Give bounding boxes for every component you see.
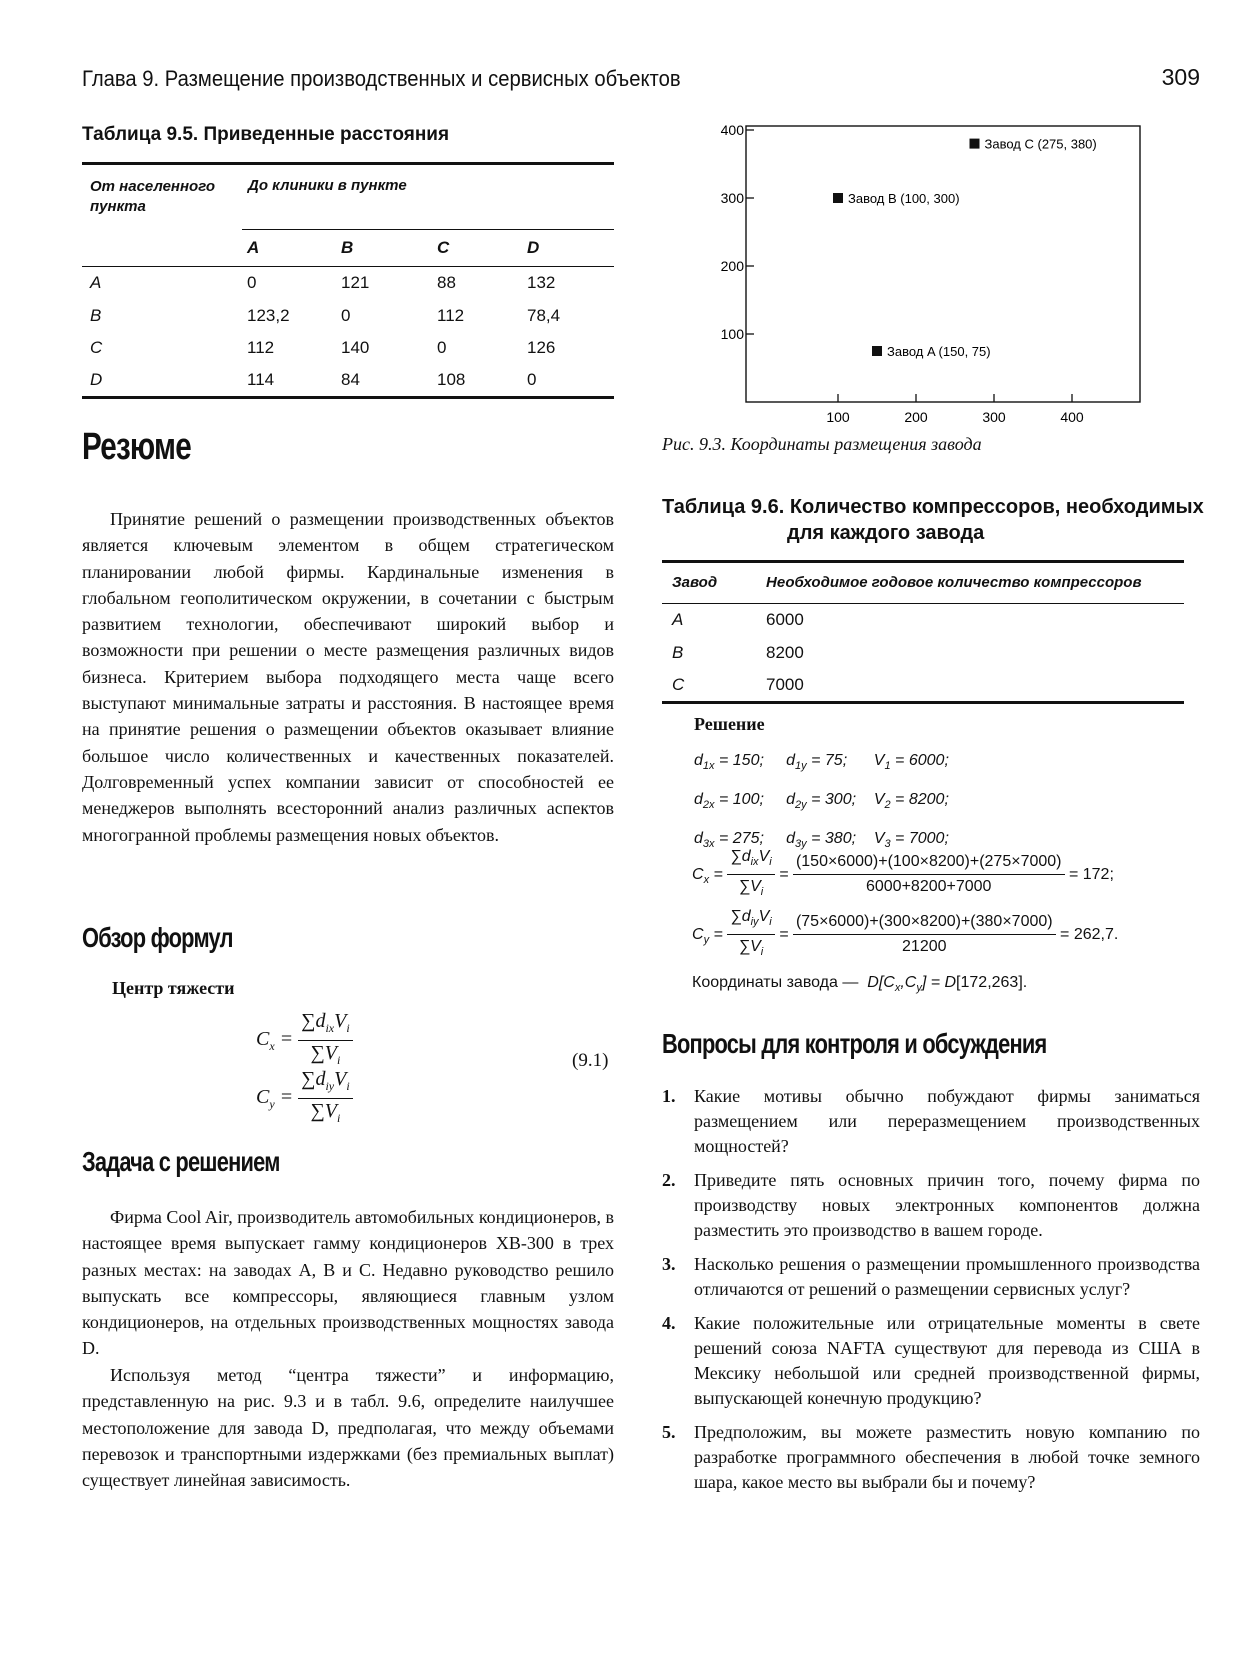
table-cell: 132 (527, 273, 556, 293)
data-point-marker (872, 346, 882, 356)
plant-cell: C (672, 675, 685, 694)
table-cell: 108 (437, 370, 466, 389)
data-point-label: Завод C (275, 380) (984, 136, 1097, 152)
questions-list (662, 1084, 1200, 1504)
qty-cell: 6000 (766, 610, 804, 630)
col-plant-header: Завод (672, 574, 718, 592)
y-tick-label: 400 (720, 122, 744, 138)
figure-caption: Рис. 9.3. Координаты размещения завода (662, 434, 982, 454)
table-9-6-caption-line2: для каждого завода (787, 522, 985, 544)
solution-variables: $d_{1x} = 150$; $d_{1y} = 75$; $V_1 = 6000$; $d_{2x} = 100$; $d_{2y} = 300$; $V_2 = 8200$; $d_{3x} = 275$; $d_{3y} = 380$; $V_3 = 7000$; (694, 752, 949, 851)
table-cell: 0 (527, 370, 537, 389)
col-from-header: От населенного пункта (90, 178, 215, 215)
subheader-c: C (437, 237, 450, 257)
table-cell: 84 (341, 370, 360, 389)
table-9-6 (662, 560, 1184, 704)
list-item: 3. Насколько решения о размещении промышленного производства отличаются от решений о размещении сервисных услуг? (662, 1254, 1200, 1299)
table-cell: 78,4 (527, 306, 561, 325)
page-number: 309 (1161, 64, 1200, 90)
table-9-5-caption: Таблица 9.5. Приведенные расстояния (82, 124, 450, 145)
plant-cell: B (672, 643, 684, 662)
row-label: A (90, 273, 102, 293)
col-qty-header: Необходимое годовое количество компрессоров (766, 574, 1142, 592)
coords-value: [172,263]. (956, 974, 1028, 991)
data-point-label: Завод B (100, 300) (848, 191, 960, 206)
solution-heading: Решение (694, 714, 765, 734)
list-item: 4. Какие положительные или отрицательные моменты в свете решений союза NAFTA существуют для перевода из США в Мексику небольшой или средней производственной фирмы, выпускающей конечную продукцию? (662, 1313, 1200, 1408)
table-row (82, 364, 614, 396)
cy-result: = 262,7. (1060, 925, 1119, 943)
col-to-header: До клиники в пункте (248, 177, 407, 194)
table-cell: 112 (437, 306, 465, 325)
table-cell: 88 (437, 273, 456, 293)
row-label: B (90, 306, 102, 325)
summary-text: Принятие решений о размещении производственных объектов является ключевым элементом в общем стратегическом планировании любой фирмы. Кардинальные изменения в глобальном геополитическом окружении, в сочетании с быстрым развитием технологии, обеспечивают широкий выбор и возможности при решении о месте размещения различных видов бизнеса. Критерием выбора подходящего места чаще всего выступают минимальные затраты и расстояния. В настоящее время на принятие решения о размещении объектов оказывает влияние большое число количественных и качественных показателей. Долговременный успех компании зависит от способностей ее менеджеров выполнять всесторонний анализ различных аспектов многогранной проблемы размещения новых объектов. (82, 509, 614, 845)
data-point-label: Завод A (150, 75) (887, 344, 991, 359)
table-cell: 140 (341, 338, 370, 357)
plant-cell: A (672, 610, 684, 630)
plant-coordinates: Координаты завода — $D[C_x,C_y] = D[172,263]$. (692, 974, 1028, 995)
table-cell: 0 (247, 273, 257, 293)
table-cell: 112 (247, 338, 275, 357)
table-cell: 126 (527, 338, 556, 357)
row-label: C (90, 338, 103, 357)
formula-cy: $C_y$ = $\frac{\sum d_{iy}V_i}{\sum V_i}$ (256, 1068, 353, 1129)
problem-paragraph-2: Используя метод “центра тяжести” и информацию, представленную на рис. 9.3 и в табл. 9.6, определите наилучшее местоположение для завода D, предполагая, что между объемами перевозок и транспортными издержками (без премиальных выплат) существует линейная зависимость. (82, 1365, 614, 1491)
table-cell: 121 (341, 273, 370, 293)
equation-number: (9.1) (572, 1050, 609, 1071)
y-tick-label: 100 (720, 326, 744, 342)
coords-label: Координаты завода — (692, 974, 859, 991)
table-cell: 114 (247, 370, 275, 389)
solution-cy: $C_y$ = $\frac{\sum d_{iy}V_i}{\sum V_i}$ = $\frac{(75\times 6000)+(300\times 8200)+(380\times 7000)}{21200}$ = 262,7. (692, 908, 1119, 959)
table-9-5 (82, 162, 614, 399)
table-cell: 0 (437, 338, 447, 357)
plant-location-chart (710, 118, 1150, 436)
subheader-a: A (247, 237, 260, 257)
summary-heading: Резюме (82, 426, 191, 468)
cx-denominator: 6000+8200+7000 (865, 878, 992, 896)
x-tick-label: 100 (826, 409, 850, 425)
data-point-marker (970, 139, 980, 149)
y-tick-label: 200 (720, 258, 744, 274)
solution-cx: $C_x$ = $\frac{\sum d_{ix}V_i}{\sum V_i}$ = $\frac{(150\times 6000)+(100\times 8200)+(275\times 7000)}{6000+8200+7000}$ = 172; (692, 848, 1114, 899)
subheader-b: B (341, 237, 354, 257)
formulas-subheading: Центр тяжести (112, 978, 235, 998)
qty-cell: 8200 (766, 643, 804, 662)
problem-heading: Задача с решением (82, 1146, 280, 1177)
questions-heading: Вопросы для контроля и обсуждения (662, 1028, 1047, 1059)
x-tick-label: 400 (1060, 409, 1084, 425)
cx-result: = 172; (1068, 865, 1114, 883)
running-header: Глава 9. Размещение производственных и сервисных объектов (82, 66, 681, 91)
problem-paragraph-1: Фирма Cool Air, производитель автомобильных кондиционеров, в настоящее время выпускает гамму кондиционеров ХВ-300 в трех разных местах: на заводах A, B и C. Недавно руководство решило выпускать все компрессоры, являющиеся главным узлом кондиционеров, на отдельных производственных мощностях завода D. (82, 1207, 614, 1359)
table-cell: 0 (341, 306, 351, 325)
table-row (662, 637, 1184, 669)
list-item: 1. Какие мотивы обычно побуждают фирмы заниматься размещением или переразмещением производственных мощностей? (662, 1086, 1200, 1156)
table-cell: 123,2 (247, 306, 290, 325)
distance-table (82, 230, 614, 396)
plot-frame (746, 126, 1140, 402)
cy-numerator: (75×6000)+(300×8200)+(380×7000) (793, 911, 1056, 935)
subheader-d: D (527, 237, 540, 257)
table-row (662, 669, 1184, 701)
table-row (82, 332, 614, 364)
qty-cell: 7000 (766, 675, 804, 694)
cy-denominator: 21200 (902, 938, 947, 956)
compressor-table (662, 563, 1184, 701)
x-tick-label: 200 (904, 409, 928, 425)
table-9-6-caption-line1: Таблица 9.6. Количество компрессоров, необходимых (662, 496, 1204, 518)
list-item: 5. Предположим, вы можете разместить новую компанию по разработке программного обеспечения в любой точке земного шара, какое место вы выбрали бы и почему? (662, 1422, 1200, 1492)
formula-cx: $C_x$ = $\frac{\sum d_{ix}V_i}{\sum V_i}$ (256, 1010, 353, 1071)
data-point-marker (833, 193, 843, 203)
row-label: D (90, 370, 103, 389)
list-item: 2. Приведите пять основных причин того, почему фирма по производству новых электронных компонентов должна разместить это производство в вашем городе. (662, 1170, 1200, 1240)
x-tick-label: 300 (982, 409, 1006, 425)
y-tick-label: 300 (720, 190, 744, 206)
cx-numerator: (150×6000)+(100×8200)+(275×7000) (793, 851, 1065, 875)
table-row (662, 603, 1184, 637)
table-row (82, 266, 614, 300)
formulas-heading: Обзор формул (82, 922, 233, 953)
table-row (82, 300, 614, 332)
